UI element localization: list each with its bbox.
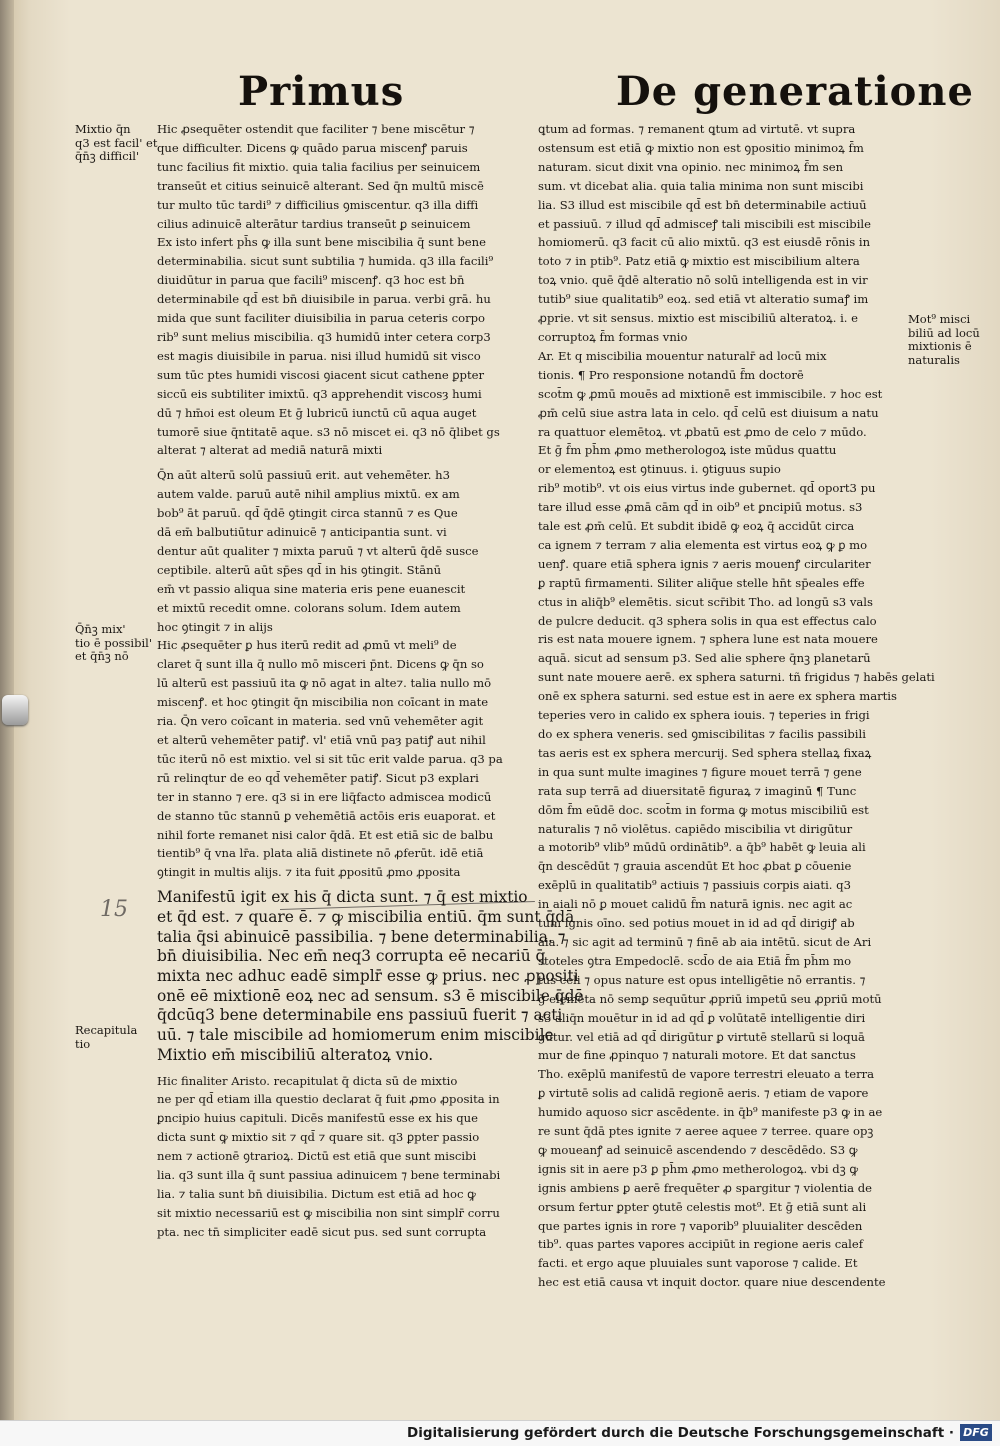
- text-line: gūtur. vel etiā ad qd̄ dirigūtur ꝑ virtutē stellarū si loquā: [538, 1029, 865, 1044]
- text-line: nihil forte remanet nisi calor q̄dā. Et est etiā sic de balbu: [157, 827, 494, 842]
- text-line: exēplū in qualitatib⁹ actiuis ⁊ passiuis corpis aiati. q3: [538, 878, 851, 893]
- text-line: bob⁹ āt paruū. qd̄ q̄dē ꝯtingit circa stannū ⁊ es Que: [157, 506, 458, 521]
- text-line: sunt nate mouere aerē. ex sphera saturni. tñ frigidus ⁊ habēs gelati: [538, 670, 935, 685]
- margin-note-line: tio ē possibil': [75, 635, 152, 650]
- text-line: Ar. Et q miscibilia mouentur naturalr̄ ad locū mix: [538, 348, 827, 363]
- text-line: tūc iterū nō est mixtio. vel si sit tūc erit valde parua. q3 pa: [157, 751, 503, 766]
- text-line: de stanno tūc stannū ꝑ vehemētiā actōis eris euaporat. et: [157, 808, 496, 823]
- text-line: s3 aliq̄n mouētur in id ad qd̄ ꝑ volūtatē intelligentie diri: [538, 1010, 866, 1025]
- text-line: tutib⁹ siue qualitatib⁹ eoꝝ. sed etiā vt alteratio sumaꝭ im: [538, 292, 869, 307]
- text-line: hec est etiā causa vt inquit doctor. quare niue descendente: [538, 1275, 886, 1290]
- text-line: et alterū vehemēter patiꝭ. vl' etiā vnū paȝ patiꝭ aut nihil: [157, 733, 486, 747]
- text-line: tur multo tūc tardi⁹ ⁊ difficilius ꝯmiscentur. q3 illa diffi: [157, 197, 479, 212]
- text-line: Hic ꝓsequēter ꝑ hus iterū redit ad ꝓmū vt meli⁹ de: [157, 638, 457, 653]
- text-line: dentur aūt qualiter ⁊ mixta paruū ⁊ vt alterū q̄dē susce: [157, 543, 479, 558]
- text-line: ꝗtum ad formas. ⁊ remanent ꝗtum ad virtutē. vt supra: [538, 122, 856, 136]
- text-line: Hic ꝓsequēter ostendit que faciliter ⁊ bene miscētur ⁊: [157, 122, 475, 136]
- running-head-left: Primus: [238, 68, 405, 115]
- text-line: transeūt et citius seinuicē alterant. Sed q̄n multū miscē: [157, 178, 484, 193]
- text-line: Tho. exēplū manifestū de vapore terrestri eleuato a terra: [538, 1067, 875, 1082]
- text-line: determinabile qd̄ est bn̄ diuisibile in parua. verbi grā. hu: [157, 292, 491, 307]
- text-line: lū alterū est passiuū ita ꝙ nō agat in alte⁊. talia nullo mō: [157, 676, 492, 691]
- text-line: tumorē siue q̄ntitatē aque. s3 nō miscet ei. q3 nō q̄libet gs: [157, 424, 500, 439]
- text-line: q̄n descēdūt ⁊ grauia ascendūt Et hoc ꝓbat ꝑ cōuenie: [538, 859, 852, 874]
- text-line: tionis. ¶ Pro responsione notandū f̄m doctorē: [538, 367, 804, 382]
- text-line: Q̄n aūt alterū solū passiuū erit. aut vehemēter. h3: [157, 468, 451, 483]
- text-line: tas aeris est ex sphera mercurij. Sed sphera stellaꝝ fixaꝝ: [538, 745, 872, 760]
- text-line: lia. S3 illud est miscibile qd̄ est bn̄ determinabile actiuū: [538, 197, 867, 212]
- text-line: ris est nata mouere ignem. ⁊ sphera lune est nata mouere: [538, 632, 878, 647]
- text-line: diuidūtur in parua que facili⁹ miscenꝭ. q3 hoc est bn̄: [157, 273, 465, 288]
- margin-note-recapitulatio: [75, 1024, 137, 1051]
- margin-note-line: et q̄n̄ꝫ nō: [75, 649, 129, 663]
- text-line: miscenꝭ. et hoc ꝯtingit q̄n miscibilia non coīcant in mate: [157, 695, 489, 710]
- text-line: rib⁹ motib⁹. vt ois eius virtus inde gubernet. qd̄ oport3 pu: [538, 481, 876, 496]
- text-line: dōm f̄m eūdē doc. scot̄m in forma ꝙ motus miscibiliū est: [538, 802, 869, 817]
- right-text-column: [538, 120, 935, 1292]
- text-line: est magis diuisibile in parua. nisi illud humidū sit visco: [157, 348, 481, 363]
- text-line: ca ignem ⁊ terram ⁊ alia elementa est virtus eoꝝ ꝙ ꝑ mo: [538, 537, 868, 552]
- footer-credit: Digitalisierung gefördert durch die Deutsche Forschungsgemeinschaft ·: [407, 1425, 954, 1441]
- text-line: sum. vt dicebat alia. quia talia minima non sunt miscibi: [538, 178, 864, 193]
- text-line: cilius adinuicē alterātur tardius transeūt ꝑ seinuicem: [157, 216, 471, 231]
- text-line: mida que sunt faciliter diuisibilia in parua ceteris corpo: [157, 311, 486, 326]
- text-line: uū. ⁊ tale miscibile ad homiomerum enim miscibile: [157, 1026, 554, 1045]
- text-line: Et ḡ f̄m ph̄m ꝓmo metherologoꝝ iste mūdus quattu: [538, 443, 837, 458]
- text-line: ꝙ moueanꝭ ad seinuicē ascendendo ⁊ descēdēdo. S3 ꝙ: [538, 1142, 858, 1157]
- margin-note-line: q̄n̄ꝫ difficil': [75, 149, 140, 163]
- text-line: em̄ vt passio aliqua sine materia eris pene euanescit: [157, 581, 466, 596]
- digitization-footer: [0, 1420, 1000, 1446]
- text-line: aia. ⁊ sic agit ad terminū ⁊ finē ab aia intētū. sicut de Ari: [538, 934, 872, 949]
- text-line: bn̄ diuisibilia. Nec em̄ neq3 corrupta eē necariū q̄: [157, 947, 546, 966]
- text-line: ꝓm̄ celū siue astra lata in celo. qd̄ celū est diuisum a natu: [538, 405, 879, 420]
- text-line: orsum fertur ꝑpter ꝯtutē celestis mot⁹. Et ḡ etiā sunt ali: [538, 1199, 867, 1214]
- text-line: homiomerū. q3 facit cū alio mixtū. q3 est eiusdē rōnis in: [538, 235, 871, 250]
- text-line: naturalis ⁊ nō violētus. capiēdo miscibilia vt dirigūtur: [538, 821, 853, 836]
- margin-note-line: Mot⁹ misci: [908, 312, 971, 326]
- text-line: et mixtū recedit omne. colorans solum. Idem autem: [157, 600, 461, 615]
- text-line: ꝓprie. vt sit sensus. mixtio est miscibiliū alteratoꝝ. i. e: [538, 311, 859, 326]
- text-line: rib⁹ sunt melius miscibilia. q3 humidū inter cetera corp3: [157, 329, 491, 344]
- text-line: ter in stanno ⁊ ere. q3 si in ere liq̄facto admiscea modicū: [157, 789, 492, 804]
- text-line: dā em̄ balbutiūtur adinuicē ⁊ anticipantia sunt. vi: [157, 525, 447, 540]
- text-line: ne per qd̄ etiam illa questio declarat q̄ fuit ꝓmo ꝓposita in: [157, 1092, 500, 1107]
- text-line: Mixtio em̄ miscibiliū alteratoꝝ vnio.: [157, 1045, 434, 1064]
- text-line: onē ex sphera saturni. sed estue est in aere ex sphera martis: [538, 689, 897, 704]
- text-line: autem valde. paruū autē nihil amplius mixtū. ex am: [157, 487, 460, 502]
- text-line: ꝑncipio huius capituli. Dicēs manifestū esse ex his que: [157, 1111, 478, 1126]
- text-line: et q̄d est. ⁊ quare ē. ⁊ ꝙ miscibilia entiū. q̄m sunt q̄dā: [157, 907, 575, 926]
- text-line: ostensum est etiā ꝙ mixtio non est ꝯpositio minimoꝝ f̄m: [538, 140, 864, 155]
- text-line: or elementoꝝ est ꝯtinuus. i. ꝯtiguus supio: [538, 462, 781, 477]
- text-line: tum ignis oīno. sed potius mouet in id ad qd̄ dirigiꝭ ab: [538, 916, 855, 931]
- text-line: toto ⁊ in ptib⁹. Patz etiā ꝙ mixtio est miscibilium altera: [538, 254, 860, 269]
- text-line: re sunt q̄dā ptes ignite ⁊ aeree aquee ⁊ terree. quare opꝫ: [538, 1124, 874, 1139]
- text-line: toꝝ vnio. quē q̄dē alteratio nō solū intelligenda est in vir: [538, 273, 868, 288]
- dfg-logo: DFG: [960, 1424, 992, 1441]
- text-line: aquā. sicut ad sensum p3. Sed alie sphere q̄nꝫ planetarū: [538, 651, 871, 666]
- text-line: tus celi ⁊ opus nature est opus intelligētie nō errantis. ⁊: [538, 972, 866, 987]
- paper-clip: [2, 695, 28, 725]
- text-line: determinabilia. sicut sunt subtilia ⁊ humida. q3 illa facili⁹: [157, 254, 494, 269]
- text-line: tale est ꝓm̄ celū. Et subdit ibidē ꝙ eoꝝ q̄ accidūt circa: [538, 519, 855, 534]
- margin-note-line: q3 est facil' et: [75, 135, 158, 150]
- text-line: tare illud esse ꝓmā cām qd̄ in oib⁹ et ꝑncipiū motus. s3: [538, 500, 863, 515]
- text-line: mixta nec adhuc eadē simplr̄ esse ꝙ prius. nec ꝓpositi: [157, 967, 579, 986]
- text-line: rata sup terrā ad diuersitatē figuraꝝ ⁊ imaginū ¶ Tunc: [538, 783, 857, 798]
- text-line: uenꝭ. quare etiā sphera ignis ⁊ aeris mouenꝭ circulariter: [538, 556, 871, 571]
- margin-note-line: Q̄n̄ꝫ mix': [75, 622, 126, 636]
- text-line: stoteles ꝯtra Empedoclē. scd̄o de aia Etiā f̄m ph̄m mo: [538, 953, 852, 968]
- text-line: que partes ignis in rore ⁊ vaporib⁹ pluuialiter descēden: [538, 1218, 863, 1233]
- margin-note-motus: [908, 313, 980, 367]
- text-line: ḡ elemēta nō semꝑ sequūtur ꝓpriū impetū seu ꝓpriū motū: [538, 991, 882, 1006]
- margin-note-line: mixtionis ē: [908, 339, 972, 353]
- text-line: hoc ꝯtingit ⁊ in alijs: [157, 619, 273, 634]
- text-line: Ex isto infert ph̄s ꝙ illa sunt bene miscibilia q̄ sunt bene: [157, 235, 486, 250]
- text-line: nem ⁊ actionē ꝯtrarioꝝ. Dictū est etiā que sunt miscibi: [157, 1149, 477, 1164]
- text-line: in qua sunt multe imagines ⁊ figure mouet terrā ⁊ gene: [538, 764, 862, 779]
- text-line: lia. ⁊ talia sunt bn̄ diuisibilia. Dictum est etiā ad hoc ꝙ: [157, 1187, 476, 1202]
- margin-note-mixtio: [75, 123, 157, 164]
- text-line: siccū eis subtiliter imixtū. q3 apprehendit viscosȝ humi: [157, 386, 482, 401]
- text-line: teperies vero in calido ex sphera iouis. ⁊ teperies in frigi: [538, 708, 870, 723]
- margin-note-possibilis: [75, 623, 152, 664]
- text-line: ignis ambiens ꝑ aerē frequēter ꝓ spargitur ⁊ violentia de: [538, 1180, 872, 1195]
- text-line: ctus in aliq̄b⁹ elemētis. sicut scr̄ibit Tho. ad longū s3 vals: [538, 594, 873, 609]
- text-line: tientib⁹ q̄ vna lr̄a. plata aliā distinete nō ꝓferūt. idē etiā: [157, 846, 484, 861]
- text-line: Hic finaliter Aristo. recapitulat q̄ dicta sū de mixtio: [157, 1073, 458, 1088]
- text-line: ꝑ virtutē solis ad calidā regionē aeris. ⁊ etiam de vapore: [538, 1086, 869, 1101]
- text-line: que difficulter. Dicens ꝙ quādo parua miscenꝭ paruis: [157, 140, 468, 155]
- text-line: a motorib⁹ vlib⁹ mūdū ordinātib⁹. a q̄b⁹ habēt ꝙ leuia ali: [538, 840, 866, 855]
- text-line: in aiali nō ꝑ mouet calidū f̄m naturā ignis. nec agit ac: [538, 897, 853, 912]
- text-line: sum tūc ptes humidi viscosi ꝯiacent sicut cathene ꝑpter: [157, 367, 485, 382]
- text-line: alterat ⁊ alterat ad mediā naturā mixti: [157, 443, 383, 458]
- text-line: sit mixtio necessariū est ꝙ miscibilia non sint simplr̄ corru: [157, 1205, 500, 1220]
- text-line: scot̄m ꝙ ꝓmū mouēs ad mixtionē est immiscibile. ⁊ hoc est: [538, 386, 883, 401]
- text-line: facti. et ergo aque pluuiales sunt vaporose ⁊ calide. Et: [538, 1256, 858, 1271]
- margin-note-line: tio: [75, 1036, 91, 1051]
- margin-note-line: naturalis: [908, 352, 960, 367]
- text-line: tunc facilius fit mixtio. quia talia facilius per seinuicem: [157, 159, 481, 174]
- margin-note-line: Recapitula: [75, 1023, 138, 1037]
- text-line: dicta sunt ꝙ mixtio sit ⁊ qd̄ ⁊ quare sit. q3 ꝑpter passio: [157, 1130, 480, 1145]
- text-line: pta. nec tn̄ simpliciter eadē sicut pus. sed sunt corrupta: [157, 1224, 487, 1239]
- text-line: ignis sit in aere p3 ꝑ ph̄m ꝓmo metherologoꝝ. vbi dꝫ ꝙ: [538, 1161, 859, 1176]
- text-line: do ex sphera veneris. sed ꝯmiscibilitas ⁊ facilis passibili: [538, 727, 866, 741]
- text-line: humido aquoso sicr ascēdente. in q̄b⁹ manifeste p3 ꝙ in ae: [538, 1105, 883, 1120]
- text-line: corruptoꝝ f̄m formas vnio: [538, 329, 688, 344]
- text-line: dū ⁊ hm̄oi est oleum Et ḡ lubricū iunctū cū aqua auget: [157, 405, 477, 420]
- text-line: lia. q3 sunt illa q̄ sunt passiua adinuicem ⁊ bene terminabi: [157, 1168, 501, 1183]
- text-line: claret q̄ sunt illa q̄ nullo mō misceri p̄nt. Dicens ꝙ q̄n so: [157, 657, 484, 672]
- left-text-column: [157, 120, 584, 1242]
- text-line: et passiuū. ⁊ illud qd̄ admisceꝭ tali miscibili est miscibile: [538, 216, 871, 231]
- text-line: onē eē mixtionē eoꝝ nec ad sensum. s3 ē miscibile q̄dē: [157, 986, 584, 1005]
- margin-note-line: Mixtio q̄n: [75, 122, 131, 136]
- text-line: ria. Q̄n vero coīcant in materia. sed vnū vehemēter agit: [157, 714, 484, 729]
- text-line: talia q̄si abinuicē passibilia. ⁊ bene determinabilia. ⁊: [157, 927, 566, 946]
- text-line: ceptibile. alterū aūt sp̄es qd̄ in his ꝯtingit. Stānū: [157, 562, 442, 577]
- margin-note-line: biliū ad locū: [908, 325, 980, 340]
- text-line: tib⁹. quas partes vapores accipiūt in regione aeris calef: [538, 1237, 864, 1252]
- text-line: ꝑ raptū firmamenti. Siliter aliq̄ue stelle hn̄t sp̄eales effe: [538, 575, 865, 590]
- text-line: de pulcre deducit. q3 sphera solis in qua est effectus calo: [538, 613, 877, 628]
- running-head-right: De generatione: [616, 68, 974, 115]
- text-line: mur de fine ꝓpinquo ⁊ naturali motore. Et dat sanctus: [538, 1048, 856, 1063]
- pencil-annotation-number: 15: [100, 897, 128, 922]
- text-line: ꝯtingit in multis alijs. ⁊ ita fuit ꝓpositū ꝓmo ꝓposita: [157, 865, 461, 880]
- text-line: q̄dcūq3 bene determinabile ens passiuū fuerit ⁊ acti: [157, 1006, 563, 1025]
- text-line: ra quattuor elemētoꝝ. vt ꝓbatū est ꝓmo de celo ⁊ mūdo.: [538, 424, 867, 439]
- text-line: naturam. sicut dixit vna opinio. nec minimoꝝ f̄m sen: [538, 159, 844, 174]
- text-line: rū relinqtur de eo qd̄ vehemēter patiꝭ. Sicut p3 explari: [157, 770, 479, 785]
- text-line: Manifestū igit ex his q̄ dicta sunt. ⁊ q̄ est mixtio: [157, 888, 528, 907]
